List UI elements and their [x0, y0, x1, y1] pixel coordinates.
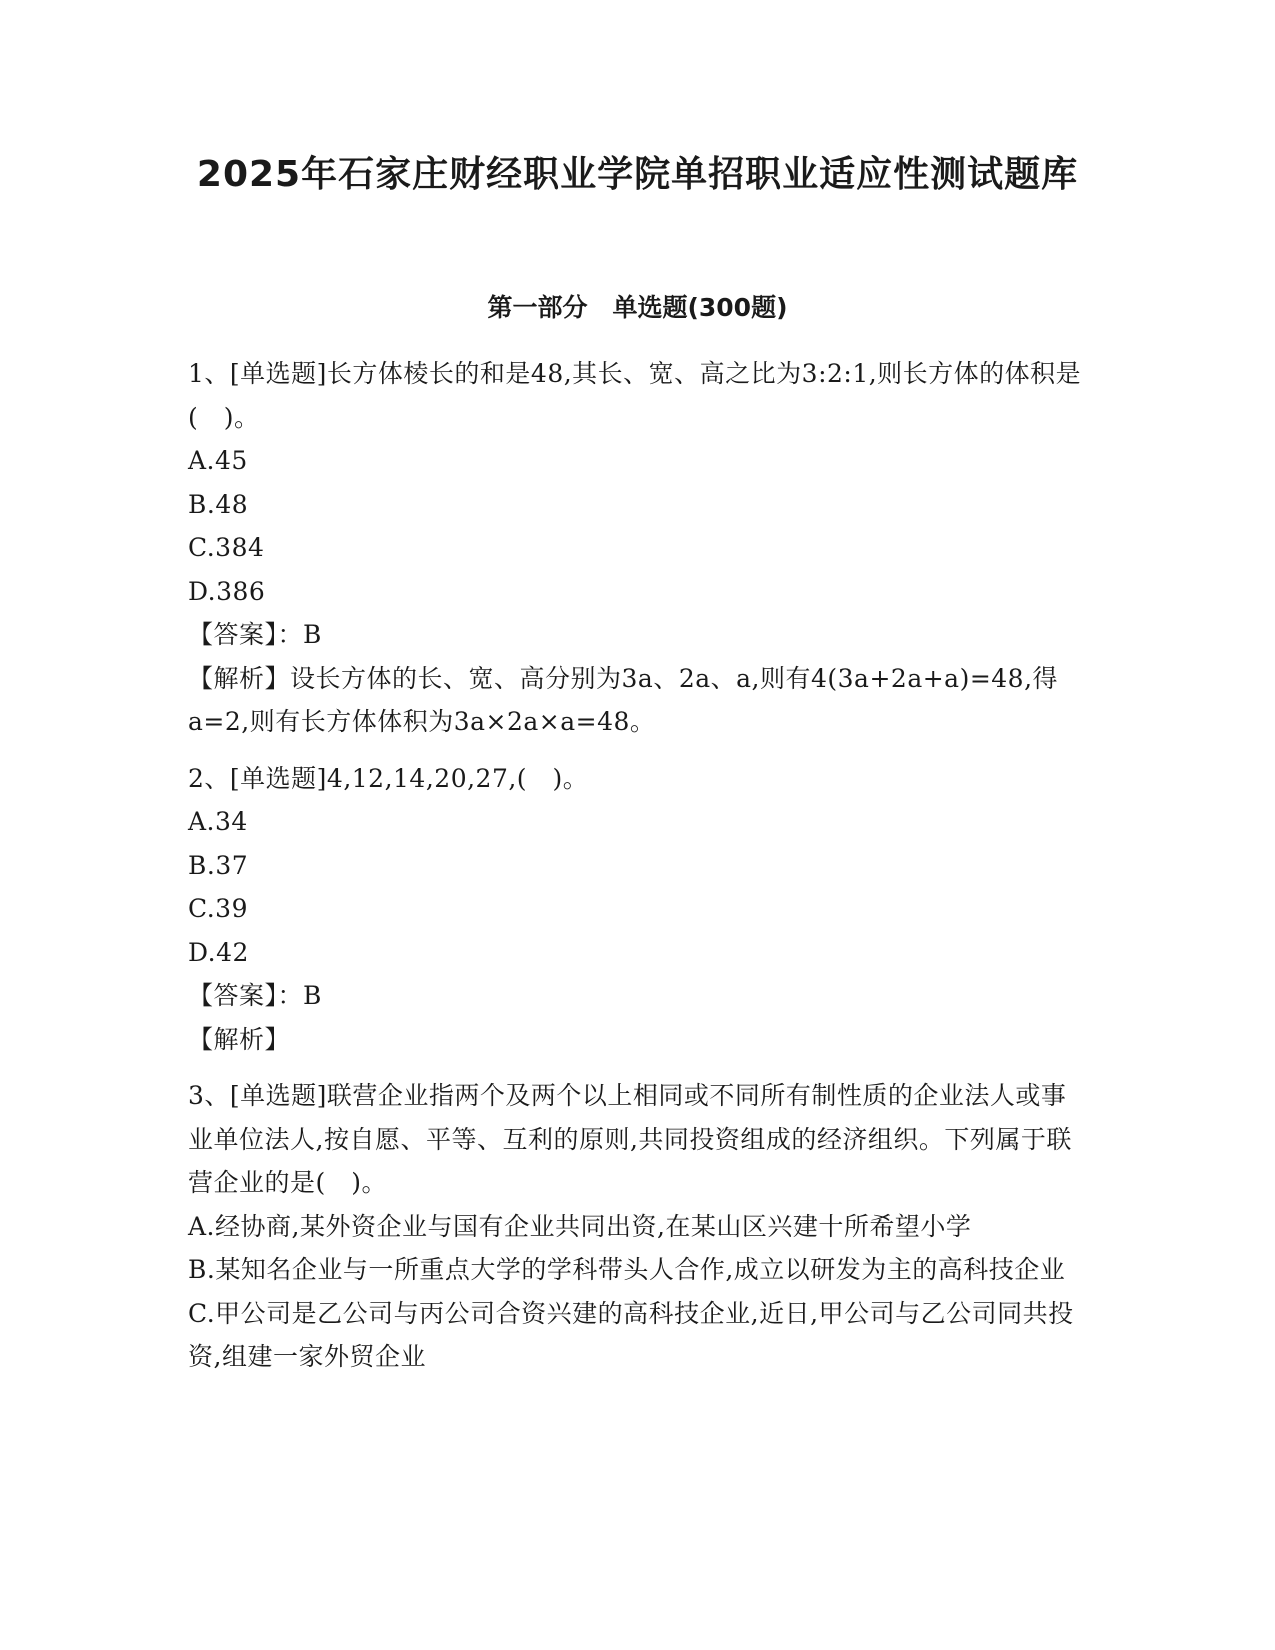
answer-line [188, 974, 1088, 1018]
analysis-text: 设长方体的长、宽、高分别为3a、2a、a,则有4(3a+2a+a)=48,得a=2,则有长方体体积为3a×2a×a=48。 [188, 663, 1059, 736]
option-b: B.37 [188, 850, 249, 880]
question-1 [188, 352, 1088, 744]
option-b: B.某知名企业与一所重点大学的学科带头人合作,成立以研发为主的高科技企业 [188, 1255, 1066, 1284]
answer-label: 【答案】 [188, 620, 278, 649]
question-list [188, 352, 1088, 1379]
option-c: C.384 [188, 533, 265, 562]
analysis-line [188, 657, 1088, 744]
option-a: A.34 [188, 807, 248, 836]
question-stem: 3、[单选题]联营企业指两个及两个以上相同或不同所有制性质的企业法人或事业单位法人,按自愿、平等、互利的原则,共同投资组成的经济组织。下列属于联营企业的是( )。 [188, 1081, 1072, 1197]
question-stem: 2、[单选题]4,12,14,20,27,( )。 [188, 763, 589, 793]
answer-line [188, 613, 1088, 657]
option-d: D.42 [188, 937, 249, 967]
question-2 [188, 757, 1088, 1062]
document-title: 2025年石家庄财经职业学院单招职业适应性测试题库 [196, 154, 1079, 195]
analysis-label: 【解析】 [188, 663, 291, 693]
option-a: A.45 [188, 446, 248, 475]
analysis-line [188, 1018, 1088, 1062]
option-c: C.39 [188, 894, 248, 923]
option-c: C.甲公司是乙公司与丙公司合资兴建的高科技企业,近日,甲公司与乙公司同共投资,组建一家外贸企业 [188, 1298, 1074, 1371]
answer-value: ：B [277, 620, 322, 649]
option-b: B.48 [188, 489, 249, 519]
section-title: 第一部分 单选题(300题) [487, 293, 788, 322]
answer-label: 【答案】 [188, 981, 278, 1010]
question-3 [188, 1074, 1088, 1379]
answer-value: ：B [277, 981, 322, 1010]
analysis-label: 【解析】 [188, 1024, 291, 1054]
question-stem: 1、[单选题]长方体棱长的和是48,其长、宽、高之比为3:2:1,则长方体的体积是( )。 [188, 359, 1082, 432]
option-d: D.386 [188, 576, 266, 606]
option-a: A.经协商,某外资企业与国有企业共同出资,在某山区兴建十所希望小学 [188, 1211, 972, 1241]
